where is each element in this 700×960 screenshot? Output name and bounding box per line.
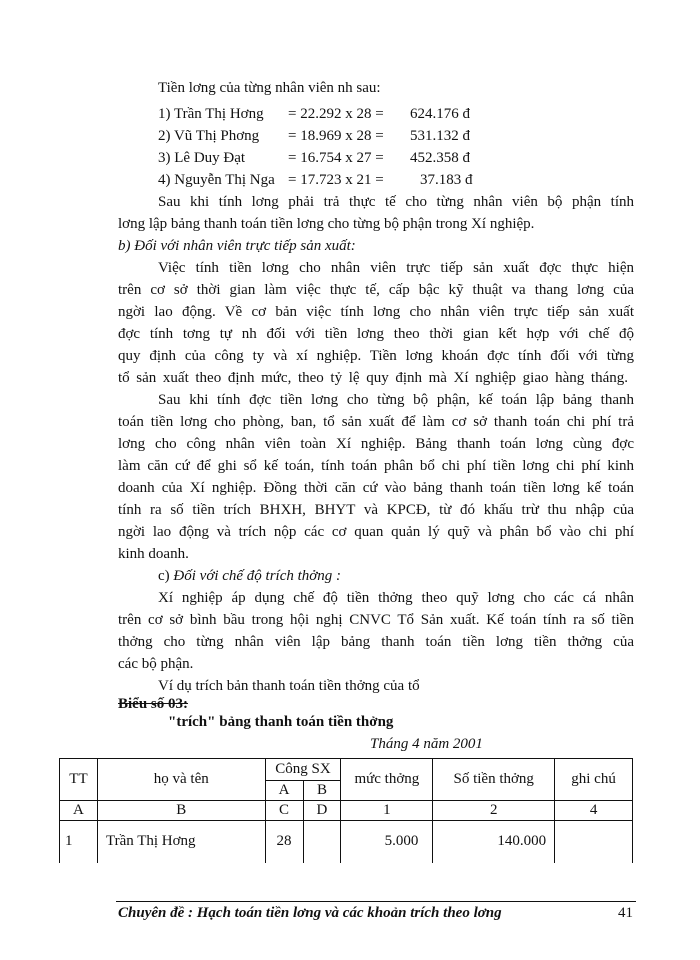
bonus-table <box>59 758 633 863</box>
paragraph-line: Sau khi tính đợc tiền lơng cho từng bộ phận, kế toán lập bảng thanh <box>158 392 634 408</box>
paragraph-line: tổ sản xuất theo định mức, theo tỷ lệ quy định mà Xí nghiệp giao hàng tháng. <box>118 370 628 386</box>
paragraph-line: Sau khi tính lơng phải trả thực tế cho từng nhân viên bộ phận tính <box>158 194 634 210</box>
cell-a: 28 <box>265 821 303 863</box>
cell-ghichu <box>555 821 633 863</box>
payroll-amount: 624.176 đ <box>410 106 470 122</box>
payroll-formula: = 22.292 x 28 = <box>288 106 384 122</box>
header-cong-sx: Công SX <box>265 759 341 781</box>
code-cell: 1 <box>341 801 433 821</box>
cell-b <box>303 821 341 863</box>
paragraph-line: quy định của công ty và xí nghiệp. Tiền lơng khoán đợc tính đối với từng <box>118 348 634 364</box>
payroll-formula: = 16.754 x 27 = <box>288 150 384 166</box>
page-number: 41 <box>618 905 633 921</box>
header-ghi-chu: ghi chú <box>555 759 633 801</box>
payroll-amount: 531.132 đ <box>410 128 470 144</box>
paragraph-line: tính ra số tiền trích BHXH, BHYT và KPCĐ, từ đó khấu trừ thu nhập của <box>118 502 634 518</box>
section-heading-b: b) Đối với nhân viên trực tiếp sản xuất: <box>118 238 356 254</box>
code-cell: 2 <box>433 801 555 821</box>
paragraph-line: thởng cho từng nhân viên lập bảng thanh toán tiền lơng tiền thởng của <box>118 634 634 650</box>
code-cell: B <box>97 801 265 821</box>
code-cell: C <box>265 801 303 821</box>
table-header-row <box>60 759 633 781</box>
cell-sotien: 140.000 <box>433 821 555 863</box>
payroll-name: 2) Vũ Thị Phơng <box>158 128 260 144</box>
section-heading-c <box>158 566 341 586</box>
table-row <box>60 821 633 863</box>
example-line: Ví dụ trích bản thanh toán tiền thởng của tổ <box>158 678 420 694</box>
paragraph-line: làm căn cứ để ghi sổ kế toán, tính toán phân bổ chi phí tiền lơng chi phí kinh <box>118 458 634 474</box>
payroll-name: 3) Lê Duy Đạt <box>158 150 246 166</box>
paragraph-line: Việc tính tiền lơng cho nhân viên trực tiếp sản xuất đợc thực hiện <box>158 260 634 276</box>
intro-line: Tiền lơng của từng nhân viên nh sau: <box>158 80 381 96</box>
code-cell: D <box>303 801 341 821</box>
payroll-formula: = 17.723 x 21 = <box>288 172 384 188</box>
payroll-amount: 452.358 đ <box>410 150 470 166</box>
payroll-name: 4) Nguyễn Thị Nga <box>158 172 275 188</box>
paragraph-line: đợc tính tơng tự nh đối với tiền lơng theo thời gian kết hợp với chế độ <box>118 326 634 342</box>
table-date: Tháng 4 năm 2001 <box>370 736 483 752</box>
paragraph-line: kinh doanh. <box>118 546 189 562</box>
paragraph-line: ngời lao động và trích nộp các cơ quan quản lý quỹ và phân bổ vào chi phí <box>118 524 634 540</box>
heading-c-text: Đối với chế độ trích thởng : <box>173 568 342 584</box>
payroll-name: 1) Trần Thị Hơng <box>158 106 264 122</box>
payroll-amount: 37.183 đ <box>420 172 473 188</box>
page-footer: Chuyên đề : Hạch toán tiền lơng và các khoản trích theo lơng <box>118 905 502 921</box>
cell-muc: 5.000 <box>341 821 433 863</box>
footer-divider <box>116 901 636 902</box>
paragraph-line: trên cơ sở bình bầu trong hội nghị CNVC Tổ Sản xuất. Kế toán tính ra số tiền <box>118 612 634 628</box>
paragraph-line: trên cơ sở thời gian làm việc thực tế, cấp bậc kỹ thuật va thang lơng của <box>118 282 634 298</box>
header-muc-thuong: mức thởng <box>341 759 433 801</box>
form-label: Biểu số 03: <box>118 696 189 712</box>
payroll-formula: = 18.969 x 28 = <box>288 128 384 144</box>
paragraph-line: lơng lập bảng thanh toán tiền lơng cho từng bộ phận trong Xí nghiệp. <box>118 216 535 232</box>
paragraph-line: Xí nghiệp áp dụng chế độ tiền thởng theo quỹ lơng cho các cá nhân <box>158 590 634 606</box>
cell-tt: 1 <box>60 821 98 863</box>
heading-c-prefix: c) <box>158 568 174 584</box>
header-name: họ và tên <box>97 759 265 801</box>
code-cell: A <box>60 801 98 821</box>
header-a: A <box>265 781 303 801</box>
paragraph-line: các bộ phận. <box>118 656 194 672</box>
cell-name: Trần Thị Hơng <box>97 821 265 863</box>
paragraph-line: ngời lao động. Về cơ bản việc tính lơng cho nhân viên trực tiếp sản xuất <box>118 304 634 320</box>
header-so-tien: Số tiền thởng <box>433 759 555 801</box>
paragraph-line: toán tiền lơng cho phòng, ban, tổ sản xuất để làm cơ sở thanh toán chi phí trả <box>118 414 634 430</box>
table-code-row <box>60 801 633 821</box>
paragraph-line: lơng cho công nhân viên toàn Xí nghiệp. Bảng thanh toán lơng cùng đợc <box>118 436 634 452</box>
header-tt: TT <box>60 759 98 801</box>
table-title: "trích" bảng thanh toán tiền thởng <box>168 714 394 730</box>
paragraph-line: doanh của Xí nghiệp. Đồng thời căn cứ vào bảng thanh toán tiền lơng kế toán <box>118 480 634 496</box>
code-cell: 4 <box>555 801 633 821</box>
header-b: B <box>303 781 341 801</box>
